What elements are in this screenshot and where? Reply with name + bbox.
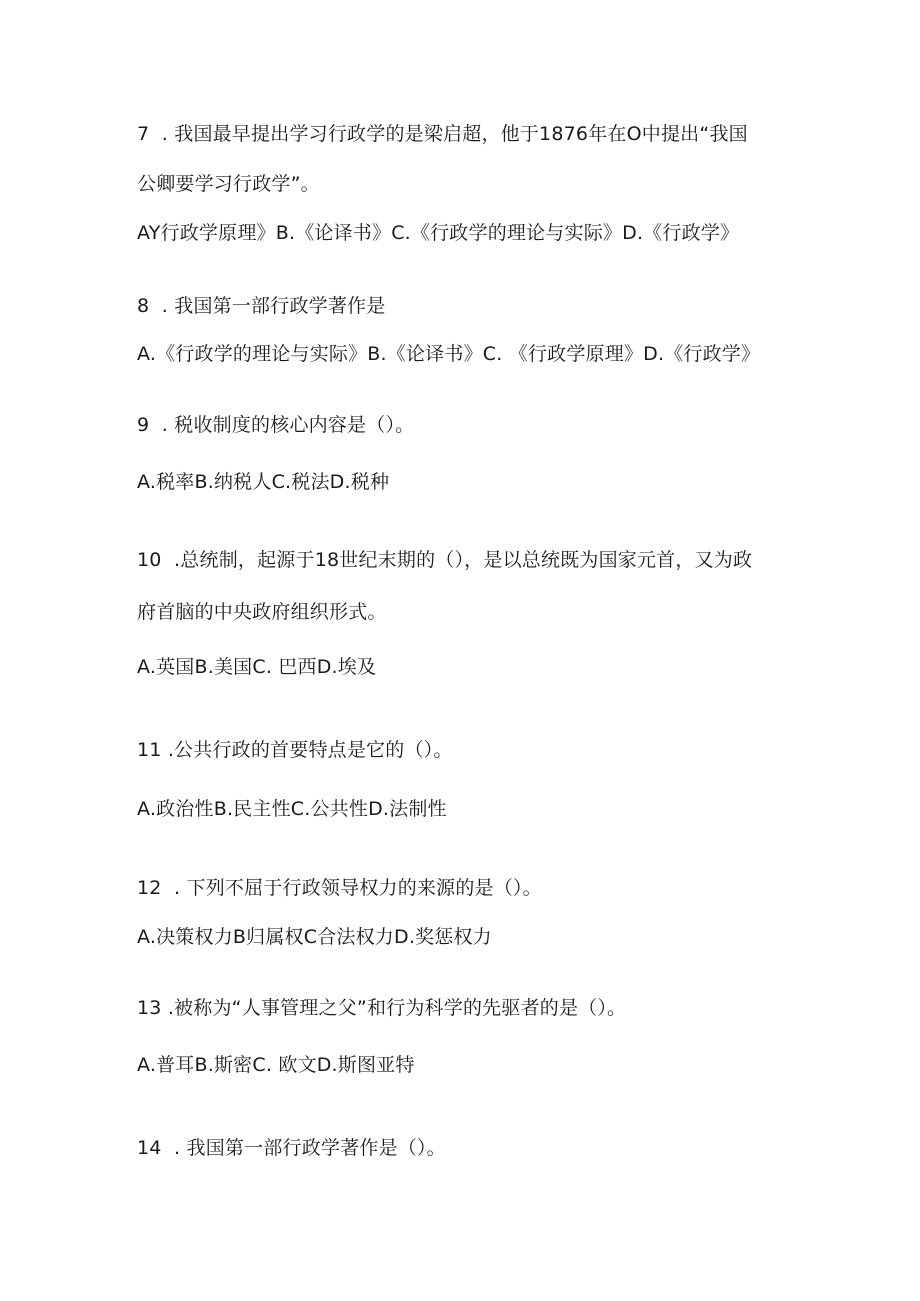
question-14-text: 14 . 我国第一部行政学著作是（）。 [137,1137,446,1159]
question-10-text: 10 .总统制，起源于18世纪末期的（），是以总统既为国家元首，又为政 [137,549,753,571]
question-7-text-continued: 公卿要学习行政学”。 [137,173,320,195]
question-12-options: A.决策权力B归属权C合法权力D.奖惩权力 [137,926,492,948]
question-13-text: 13 .被称为“人事管理之父”和行为科学的先驱者的是（）。 [137,997,627,1019]
question-9-options: A.税率B.纳税人C.税法D.税种 [137,471,390,493]
question-11-text: 11 .公共行政的首要特点是它的（）。 [137,739,453,761]
question-13-options: A.普耳B.斯密C. 欧文D.斯图亚特 [137,1054,415,1076]
question-7-text: 7 . 我国最早提出学习行政学的是梁启超，他于1876年在O中提出“我国 [137,123,748,145]
question-7-options: AY行政学原理》B.《论译书》C.《行政学的理论与实际》D.《行政学》 [137,222,740,244]
question-8-text: 8 . 我国第一部行政学著作是 [137,295,386,317]
question-8-options: A.《行政学的理论与实际》B.《论译书》C. 《行政学原理》D.《行政学》 [137,343,761,365]
question-10-text-continued: 府首脑的中央政府组织形式。 [137,601,387,623]
question-10-options: A.英国B.美国C. 巴西D.埃及 [137,656,377,678]
question-11-options: A.政治性B.民主性C.公共性D.法制性 [137,798,447,820]
question-9-text: 9 . 税收制度的核心内容是（）。 [137,414,415,436]
question-12-text: 12 . 下列不屈于行政领导权力的来源的是（）。 [137,877,542,899]
